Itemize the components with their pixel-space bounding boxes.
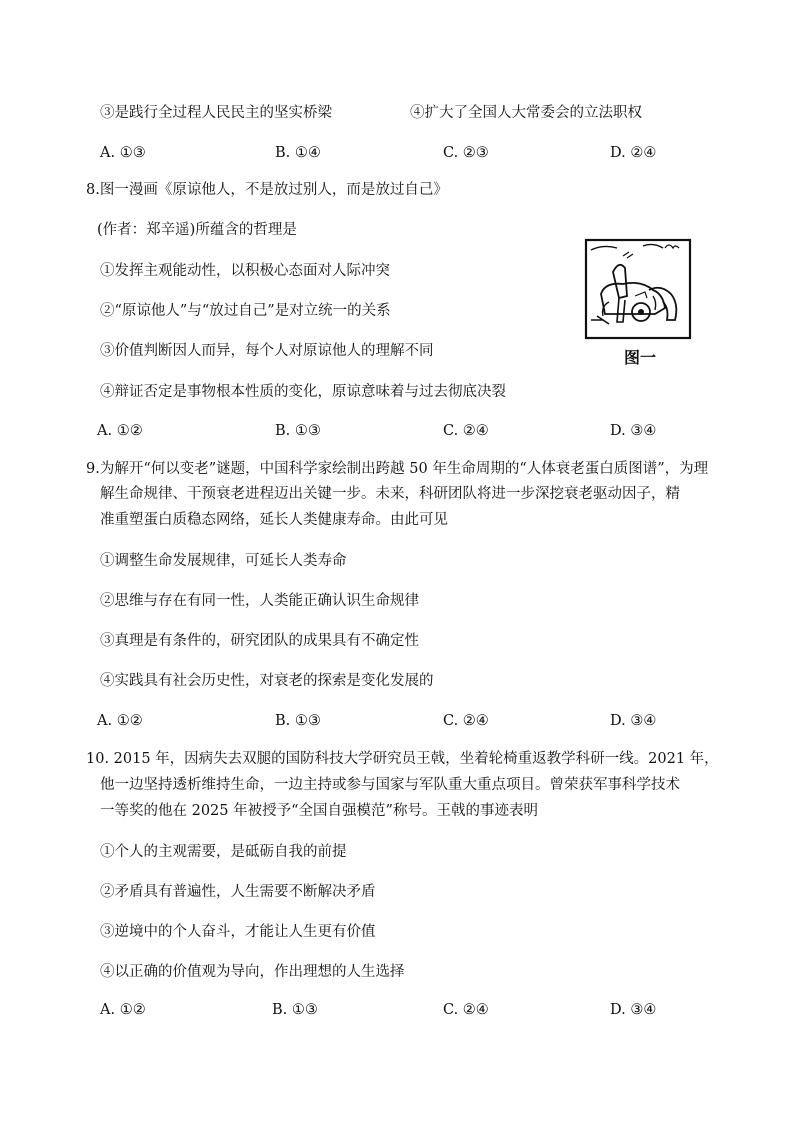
q7-option-a: A. ①③ [100, 145, 146, 161]
q9-item-2: ②思维与存在有同一性，人类能正确认识生命规律 [100, 593, 419, 609]
q10-stem-line-2: 他一边坚持透析维持生命，一边主持或参与国家与军队重大重点项目。曾荣获军事科学技术 [100, 777, 680, 793]
q8-option-c: C. ②④ [443, 423, 489, 439]
q9-item-4: ④实践具有社会历史性，对衰老的探索是变化发展的 [100, 673, 434, 689]
q10-option-c: C. ②④ [443, 1002, 489, 1018]
q9-option-d: D. ③④ [610, 713, 657, 729]
q8-item-3: ③价值判断因人而异，每个人对原谅他人的理解不同 [100, 343, 434, 359]
q8-item-4: ④辩证否定是事物根本性质的变化，原谅意味着与过去彻底决裂 [100, 384, 506, 400]
q10-option-d: D. ③④ [610, 1002, 657, 1018]
q10-option-a: A. ①② [100, 1002, 146, 1018]
q10-item-4: ④以正确的价值观为导向，作出理想的人生选择 [100, 964, 405, 980]
q8-option-a: A. ①② [97, 423, 143, 439]
cartoon-figure [583, 236, 693, 342]
q10-option-b: B. ①③ [272, 1002, 318, 1018]
q7-option-d: D. ②④ [610, 145, 657, 161]
q9-option-c: C. ②④ [443, 713, 489, 729]
q9-item-3: ③真理是有条件的，研究团队的成果具有不确定性 [100, 633, 419, 649]
q8-option-d: D. ③④ [610, 423, 657, 439]
figure-caption: 图一 [624, 348, 657, 367]
q8-option-b: B. ①③ [275, 423, 321, 439]
q9-stem-line-2: 解生命规律、干预衰老进程迈出关键一步。未来，科研团队将进一步深挖衰老驱动因子，精 [100, 486, 680, 502]
q9-option-b: B. ①③ [275, 713, 321, 729]
q7-option-b: B. ①④ [275, 145, 321, 161]
q8-stem-line-1: 8.图一漫画《原谅他人，不是放过别人，而是放过自己》 [86, 182, 448, 198]
q9-stem-line-3: 准重塑蛋白质稳态网络，延长人类健康寿命。由此可见 [100, 512, 448, 528]
q10-item-1: ①个人的主观需要，是砥砺自我的前提 [100, 844, 347, 860]
cartoon-drawing [583, 236, 693, 342]
q9-option-a: A. ①② [97, 713, 143, 729]
q8-item-1: ①发挥主观能动性，以积极心态面对人际冲突 [100, 263, 390, 279]
q10-item-2: ②矛盾具有普遍性，人生需要不断解决矛盾 [100, 884, 376, 900]
q9-item-1: ①调整生命发展规律，可延长人类寿命 [100, 553, 347, 569]
q9-stem-line-1: 9.为解开“何以变老”谜题，中国科学家绘制出跨越 50 年生命周期的“人体衰老蛋白质图谱”，为理 [86, 461, 709, 477]
q7-item-4: ④扩大了全国人大常委会的立法职权 [410, 105, 642, 121]
q7-item-3: ③是践行全过程人民民主的坚实桥梁 [100, 105, 332, 121]
q8-stem-line-2: (作者：郑辛遥)所蕴含的哲理是 [97, 222, 297, 238]
q10-item-3: ③逆境中的个人奋斗，才能让人生更有价值 [100, 924, 376, 940]
q7-option-c: C. ②③ [443, 145, 489, 161]
q8-item-2: ②“原谅他人”与“放过自己”是对立统一的关系 [100, 303, 391, 319]
q10-stem-line-3: 一等奖的他在 2025 年被授予“全国自强模范”称号。王戟的事迹表明 [100, 803, 538, 819]
q10-stem-line-1: 10. 2015 年，因病失去双腿的国防科技大学研究员王戟，坐着轮椅重返教学科研一线。2021 年， [86, 751, 719, 767]
